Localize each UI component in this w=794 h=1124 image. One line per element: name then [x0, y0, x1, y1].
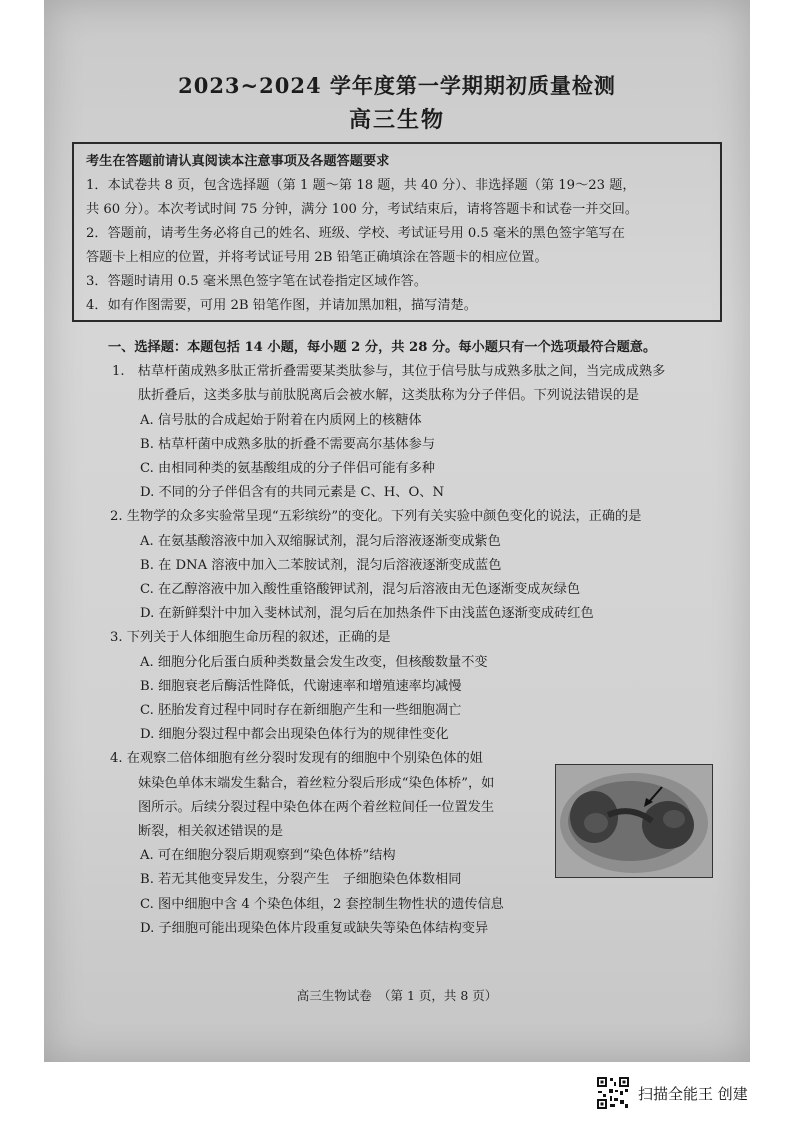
question-stem: 肽折叠后，这类多肽与前肽脱离后会被水解，这类肽称为分子伴侣。下列说法错误的是 [138, 388, 640, 404]
page-footer: 高三生物试卷 （第 1 页，共 8 页） [296, 988, 498, 1003]
option-b: B. 若无其他变异发生，分裂产生 子细胞染色体数相同 [140, 872, 462, 888]
notice-box [72, 142, 722, 322]
qr-code-icon [596, 1076, 630, 1110]
option-b: B. 细胞衰老后酶活性降低，代谢速率和增殖速率均减慢 [140, 678, 462, 694]
question-2 [110, 505, 728, 626]
notice-line: 共 60 分）。本次考试时间 75 分钟，满分 100 分，考试结束后，请将答题卡和试卷一并交回。 [86, 202, 639, 217]
chromosome-bridge-micrograph [555, 764, 713, 878]
question-stem: 断裂，相关叙述错误的是 [138, 824, 284, 840]
option-a: A. 细胞分化后蛋白质种类数量会发生改变，但核酸数量不变 [140, 654, 488, 670]
exam-title: 2023~2024 学年度第一学期期初质量检测 [178, 73, 616, 98]
question-stem: 妹染色单体末端发生黏合，着丝粒分裂后形成“染色体桥”，如 [138, 775, 495, 791]
micrograph-image [556, 765, 713, 878]
notice-heading: 考生在答题前请认真阅读本注意事项及各题答题要求 [86, 154, 390, 169]
section-heading: 一、选择题：本题包括 14 小题，每小题 2 分，共 28 分。每小题只有一个选项最符合题意。 [108, 340, 657, 355]
notice-line: 2．答题前，请考生务必将自己的姓名、班级、学校、考试证号用 0.5 毫米的黑色签字笔写在 [86, 226, 625, 241]
option-b: B. 枯草杆菌中成熟多肽的折叠不需要高尔基体参与 [140, 436, 436, 452]
scanner-watermark [596, 1076, 748, 1110]
question-stem: 4. 在观察二倍体细胞有丝分裂时发现有的细胞中个别染色体的姐 [110, 751, 483, 767]
option-d: D. 不同的分子伴侣含有的共同元素是 C、H、O、N [140, 485, 444, 501]
option-d: D. 在新鲜梨汁中加入斐林试剂，混匀后在加热条件下由浅蓝色逐渐变成砖红色 [140, 606, 594, 622]
question-3 [110, 626, 728, 747]
notice-line: 3．答题时请用 0.5 毫米黑色签字笔在试卷指定区域作答。 [86, 274, 428, 289]
option-c: C. 在乙醇溶液中加入酸性重铬酸钾试剂，混匀后溶液由无色逐渐变成灰绿色 [140, 582, 581, 598]
question-stem: 3. 下列关于人体细胞生命历程的叙述，正确的是 [110, 630, 391, 646]
option-a: A. 在氨基酸溶液中加入双缩脲试剂，混匀后溶液逐渐变成紫色 [140, 533, 501, 549]
option-a: A. 可在细胞分裂后期观察到“染色体桥”结构 [140, 848, 396, 864]
option-b: B. 在 DNA 溶液中加入二苯胺试剂，混匀后溶液逐渐变成蓝色 [140, 557, 502, 573]
question-stem: 2. 生物学的众多实验常呈现“五彩缤纷”的变化。下列有关实验中颜色变化的说法，正确的是 [110, 509, 642, 525]
question-stem: 图所示。后续分裂过程中染色体在两个着丝粒间任一位置发生 [138, 799, 495, 815]
option-c: C. 胚胎发育过程中同时存在新细胞产生和一些细胞凋亡 [140, 703, 462, 719]
option-c: C. 由相同种类的氨基酸组成的分子伴侣可能有多种 [140, 461, 435, 477]
exam-subtitle: 高三生物 [348, 107, 445, 133]
question-stem: 1. 枯草杆菌成熟多肽正常折叠需要某类肽参与，其位于信号肽与成熟多肽之间，当完成成熟多 [112, 364, 666, 380]
notice-line: 1．本试卷共 8 页，包含选择题（第 1 题～第 18 题，共 40 分）、非选择题（第 19～23 题， [86, 178, 636, 193]
option-c: C. 图中细胞中含 4 个染色体组，2 套控制生物性状的遗传信息 [140, 896, 504, 912]
question-1 [110, 360, 728, 505]
option-d: D. 子细胞可能出现染色体片段重复或缺失等染色体结构变异 [140, 920, 489, 936]
notice-line: 答题卡上相应的位置，并将考试证号用 2B 铅笔正确填涂在答题卡的相应位置。 [86, 250, 548, 265]
option-d: D. 细胞分裂过程中都会出现染色体行为的规律性变化 [140, 727, 449, 743]
notice-line: 4．如有作图需要，可用 2B 铅笔作图，并请加黑加粗，描写清楚。 [86, 298, 477, 313]
scanner-label: 扫描全能王 创建 [638, 1084, 748, 1103]
option-a: A. 信号肽的合成起始于附着在内质网上的核糖体 [140, 412, 422, 428]
